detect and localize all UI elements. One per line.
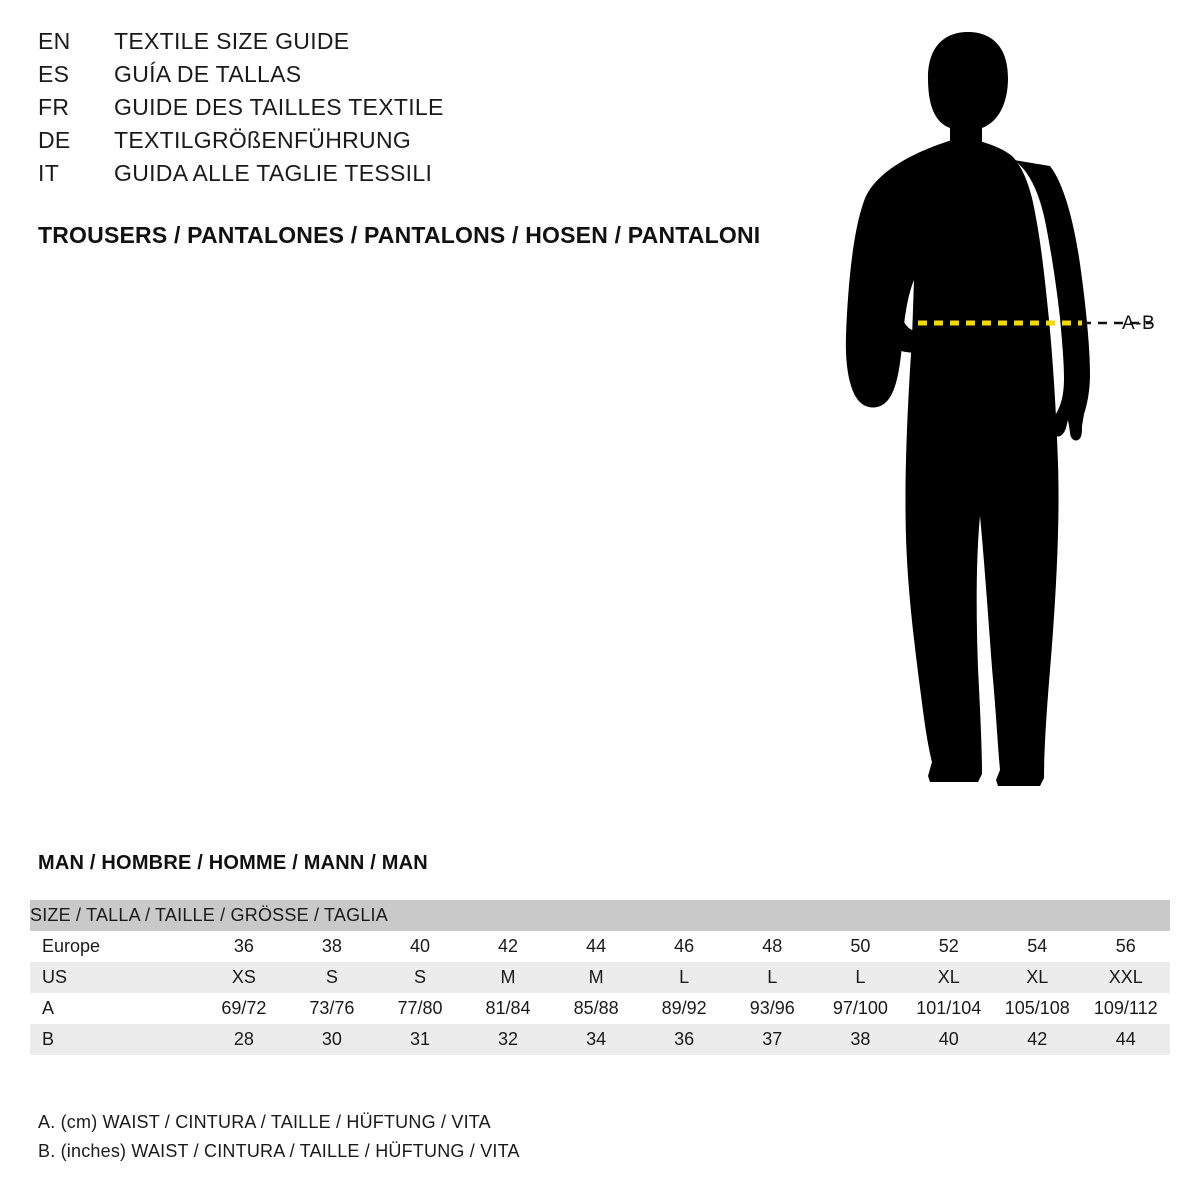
footnotes xyxy=(38,1108,520,1166)
table-cell: 31 xyxy=(376,1024,464,1055)
table-section-title: MAN / HOMBRE / HOMME / MANN / MAN xyxy=(38,852,428,874)
table-cell: 81/84 xyxy=(464,993,552,1024)
language-code: IT xyxy=(38,160,60,186)
language-code: FR xyxy=(38,94,70,120)
table-row xyxy=(30,1024,1170,1055)
language-row xyxy=(38,28,798,61)
table-cell: 73/76 xyxy=(288,993,376,1024)
table-cell: 37 xyxy=(728,1024,816,1055)
garment-type-heading: TROUSERS / PANTALONES / PANTALONS / HOSEN / PANTALONI xyxy=(38,222,761,248)
language-row xyxy=(38,127,798,160)
language-text: GUIDA ALLE TAGLIE TESSILI xyxy=(114,160,433,186)
table-cell: 101/104 xyxy=(905,993,993,1024)
language-code: DE xyxy=(38,127,71,153)
table-cell: 30 xyxy=(288,1024,376,1055)
measure-label-ab: A-B xyxy=(1122,313,1156,334)
table-cell: XL xyxy=(905,962,993,993)
table-cell: 38 xyxy=(288,931,376,962)
table-cell: 52 xyxy=(905,931,993,962)
table-cell: XS xyxy=(200,962,288,993)
table-cell: 42 xyxy=(993,1024,1081,1055)
language-text: TEXTILGRÖßENFÜHRUNG xyxy=(114,127,412,153)
table-cell: L xyxy=(816,962,904,993)
table-cell: L xyxy=(640,962,728,993)
language-text: TEXTILE SIZE GUIDE xyxy=(114,28,350,54)
table-header-label: SIZE / TALLA / TAILLE / GRÖSSE / TAGLIA xyxy=(30,900,1170,931)
table-cell: 46 xyxy=(640,931,728,962)
table-cell: M xyxy=(552,962,640,993)
language-text: GUÍA DE TALLAS xyxy=(114,61,302,87)
table-cell: 48 xyxy=(728,931,816,962)
language-list xyxy=(38,28,798,193)
table-row xyxy=(30,993,1170,1024)
table-header-row xyxy=(30,900,1170,931)
language-row xyxy=(38,61,798,94)
table-cell: 50 xyxy=(816,931,904,962)
table-cell: 93/96 xyxy=(728,993,816,1024)
row-label: B xyxy=(30,1024,200,1055)
footnote-a: A. (cm) WAIST / CINTURA / TAILLE / HÜFTUNG / VITA xyxy=(38,1112,491,1132)
table-cell: 97/100 xyxy=(816,993,904,1024)
table-cell: 42 xyxy=(464,931,552,962)
table-cell: S xyxy=(376,962,464,993)
table-cell: 44 xyxy=(552,931,640,962)
row-label: US xyxy=(30,962,200,993)
language-code: ES xyxy=(38,61,70,87)
table-cell: S xyxy=(288,962,376,993)
language-row xyxy=(38,94,798,127)
row-label: A xyxy=(30,993,200,1024)
table-cell: 32 xyxy=(464,1024,552,1055)
table-cell: 56 xyxy=(1082,931,1171,962)
table-cell: 36 xyxy=(200,931,288,962)
table-row xyxy=(30,962,1170,993)
table-cell: M xyxy=(464,962,552,993)
table-cell: 34 xyxy=(552,1024,640,1055)
table-cell: 109/112 xyxy=(1082,993,1171,1024)
table-cell: 85/88 xyxy=(552,993,640,1024)
table-cell: XXL xyxy=(1082,962,1171,993)
table-cell: 69/72 xyxy=(200,993,288,1024)
table-cell: 40 xyxy=(905,1024,993,1055)
row-label: Europe xyxy=(30,931,200,962)
table-cell: 77/80 xyxy=(376,993,464,1024)
table-cell: L xyxy=(728,962,816,993)
language-text: GUIDE DES TAILLES TEXTILE xyxy=(114,94,444,120)
table-cell: 89/92 xyxy=(640,993,728,1024)
table-cell: 105/108 xyxy=(993,993,1081,1024)
table-cell: 38 xyxy=(816,1024,904,1055)
table-cell: 28 xyxy=(200,1024,288,1055)
language-code: EN xyxy=(38,28,71,54)
silhouette-body xyxy=(846,32,1090,786)
footnote-b: B. (inches) WAIST / CINTURA / TAILLE / HÜFTUNG / VITA xyxy=(38,1141,520,1161)
table-cell: 54 xyxy=(993,931,1081,962)
size-chart-table xyxy=(30,900,1170,1055)
table-row xyxy=(30,931,1170,962)
table-cell: 36 xyxy=(640,1024,728,1055)
table-cell: XL xyxy=(993,962,1081,993)
language-row xyxy=(38,160,798,193)
male-silhouette-figure xyxy=(800,18,1200,808)
table-cell: 40 xyxy=(376,931,464,962)
table-cell: 44 xyxy=(1082,1024,1171,1055)
